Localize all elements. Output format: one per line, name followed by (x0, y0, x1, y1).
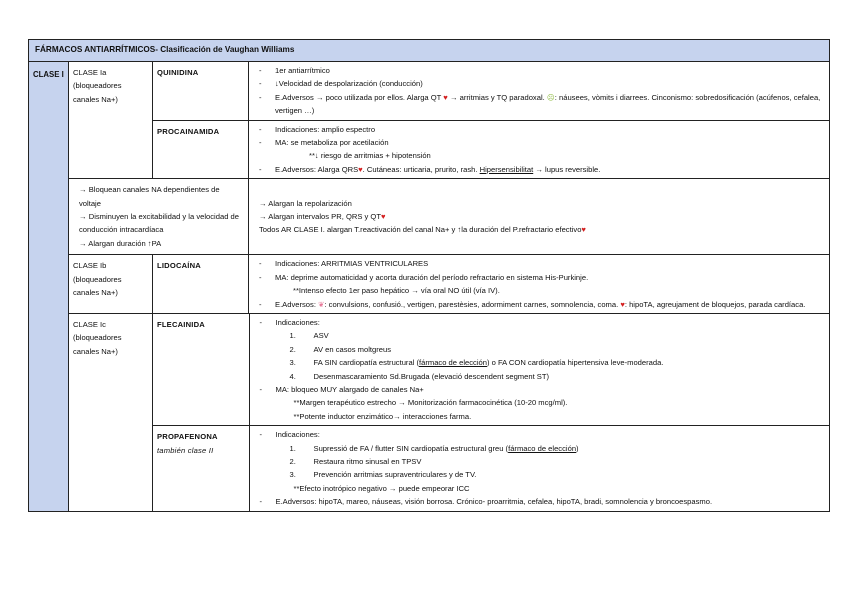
bullet: - Indicaciones: ARRITMIAS VENTRICULARES (253, 257, 825, 270)
summary-line: → Bloquean canales NA dependientes de voltaje (79, 185, 220, 208)
nauseated-face-icon: ☹ (546, 92, 555, 102)
bullet: - Indicaciones: amplio espectro (253, 123, 825, 136)
number: 2. (289, 456, 296, 466)
text: : náusees, vòmits i diarrees. Cinconismo: sobredosificación (acúfenos, cefalea, vertigen …) (275, 92, 821, 116)
number: 3. (289, 358, 296, 368)
text: Prevención arritmias supraventriculares y de TV. (313, 470, 477, 480)
text: ASV (313, 331, 329, 341)
text: → lupus reversible. (535, 164, 601, 174)
text: Todos AR CLASE I. alargan T.reactivación del canal Na+ y ↑la duración del P.refractario efectivo (259, 225, 582, 235)
text: ) (576, 443, 579, 453)
bullet (253, 91, 825, 118)
text: E.Adversos: Alarga QRS (275, 164, 359, 174)
drug-quinidina: QUINIDINA (153, 62, 249, 121)
heart-icon: ♥ (443, 92, 448, 102)
class-ia-desc: (bloqueadores canales Na+) (73, 81, 122, 104)
bullet: - MA: deprime automaticidad y acorta duración del período refractario en sistema His-Purkinje. (253, 271, 825, 284)
number: 4. (289, 371, 296, 381)
text: Hipersensibilitat (479, 164, 534, 174)
class-ic-desc: (bloqueadores canales Na+) (73, 333, 122, 356)
note: **Efecto inotrópico negativo → puede empeorar ICC (293, 483, 470, 493)
text: Restaura ritmo sinusal en TPSV (313, 456, 422, 466)
summary-line (257, 223, 821, 236)
list-item (254, 329, 827, 342)
class-ic-drugs (153, 313, 830, 511)
bullet: - E.Adversos: hipoTA, mareo, náuseas, visión borrosa. Crónico- proarritmia, cefalea, hipoTA, bradi, somnolencia y broncoespasmo. (254, 495, 827, 508)
bullet: - 1er antiarrítmico (253, 64, 825, 77)
note: **↓ riesgo de arritmias + hipotensión (309, 151, 431, 161)
class-ib-cell (69, 255, 153, 314)
number: 1. (289, 331, 296, 341)
text: → arritmias y TQ paradoxal. (449, 92, 545, 102)
summary-line: → Alargan la repolarización (259, 198, 352, 208)
note: **Margen terapéutico estrecho → Monitorización farmacocinética (10-20 mcg/ml). (293, 398, 568, 408)
summary-line: → Disminuyen la excitabilidad y la velocidad de conducción intracardíaca (79, 212, 239, 235)
heart-icon: ♥ (380, 212, 386, 222)
class-ic-label: CLASE Ic (73, 319, 106, 329)
class-ib-label: CLASE Ib (73, 261, 107, 271)
text: : hipoTA, agreujament de bloquejos, parada cardíaca. (624, 299, 806, 309)
summary-right (249, 179, 830, 255)
summary-line: → Alargan duración ↑PA (79, 238, 162, 248)
summary-line (257, 210, 821, 223)
class-ic-block (69, 314, 152, 362)
class-ia-cell (69, 62, 153, 179)
classification-table (28, 39, 830, 512)
list-item (254, 370, 827, 383)
text: AV en casos moltgreus (313, 344, 392, 354)
drug-propafenona-sub: también clase II (157, 445, 214, 455)
heart-icon: ♥ (581, 225, 586, 235)
procainamida-details (249, 120, 830, 179)
lidocaina-details (249, 255, 830, 314)
bullet: - Indicaciones: (254, 316, 827, 329)
text: ) o FA CON cardiopatía hipertensiva leve-moderada. (486, 358, 664, 368)
note: **Intenso efecto 1er paso hepático → vía oral NO útil (vía IV). (293, 286, 500, 296)
number: 1. (289, 443, 296, 453)
brain-icon: ❦ (318, 299, 325, 309)
text: E.Adversos → poco utilizada por ellos. Alarga QT (275, 92, 442, 102)
text: fármaco de elección (419, 358, 487, 368)
class-ia-label: CLASE Ia (73, 68, 107, 77)
bullet (253, 298, 825, 311)
drug-propafenona: PROPAFENONA (157, 432, 218, 442)
summary-left (69, 179, 249, 255)
text: . Cutáneas: urticaria, prurito, rash. (362, 164, 478, 174)
flecainida-details (249, 314, 830, 426)
text: → Alargan intervalos PR, QRS y QT (259, 212, 381, 222)
drug-flecainida: FLECAINIDA (153, 314, 249, 426)
text: fármaco de elección (508, 443, 577, 453)
text: FA SIN cardiopatía estructural ( (313, 358, 420, 368)
list-item (254, 343, 827, 356)
drug-procainamida: PROCAINAMIDA (153, 120, 249, 179)
text: : convulsions, confusió., vertigen, parestèsies, adormiment carnes, somnolencia, coma. (324, 299, 619, 309)
table-title: FÁRMACOS ANTIARRÍTMICOS- Clasificación de Vaughan Williams (29, 40, 830, 62)
bullet: - MA: bloqueo MUY alargado de canales Na+ (254, 383, 827, 396)
heart-icon: ♥ (620, 299, 625, 309)
drug-propafenona-cell (153, 426, 249, 511)
number: 3. (289, 470, 296, 480)
text: E.Adversos: (275, 299, 316, 309)
list-item (254, 356, 827, 369)
bullet: - Indicaciones: (254, 428, 827, 441)
class-ic-subtable (153, 314, 830, 511)
number: 2. (289, 344, 296, 354)
propafenona-details (249, 426, 830, 511)
note: **Potente inductor enzimático→ interacciones farma. (293, 411, 472, 421)
heart-icon: ♥ (358, 164, 363, 174)
list-item (254, 442, 827, 455)
text: Desenmascaramiento Sd.Brugada (elevació descendent segment ST) (313, 371, 550, 381)
quinidina-details (249, 62, 830, 121)
class-ib-desc: (bloqueadores canales Na+) (73, 274, 122, 298)
bullet: - MA: se metaboliza por acetilación (253, 136, 825, 149)
antiarrhythmic-document (28, 39, 829, 512)
drug-lidocaina: LIDOCAÍNA (153, 255, 249, 314)
bullet: - ↓Velocidad de despolarización (conducción) (253, 77, 825, 90)
class-i-label: CLASE I (29, 62, 69, 512)
bullet (253, 163, 825, 176)
list-item (254, 455, 827, 468)
class-ic-cell (69, 313, 153, 511)
text: Supressió de FA / flutter SIN cardiopatía estructural greu ( (313, 443, 509, 453)
list-item (254, 468, 827, 481)
